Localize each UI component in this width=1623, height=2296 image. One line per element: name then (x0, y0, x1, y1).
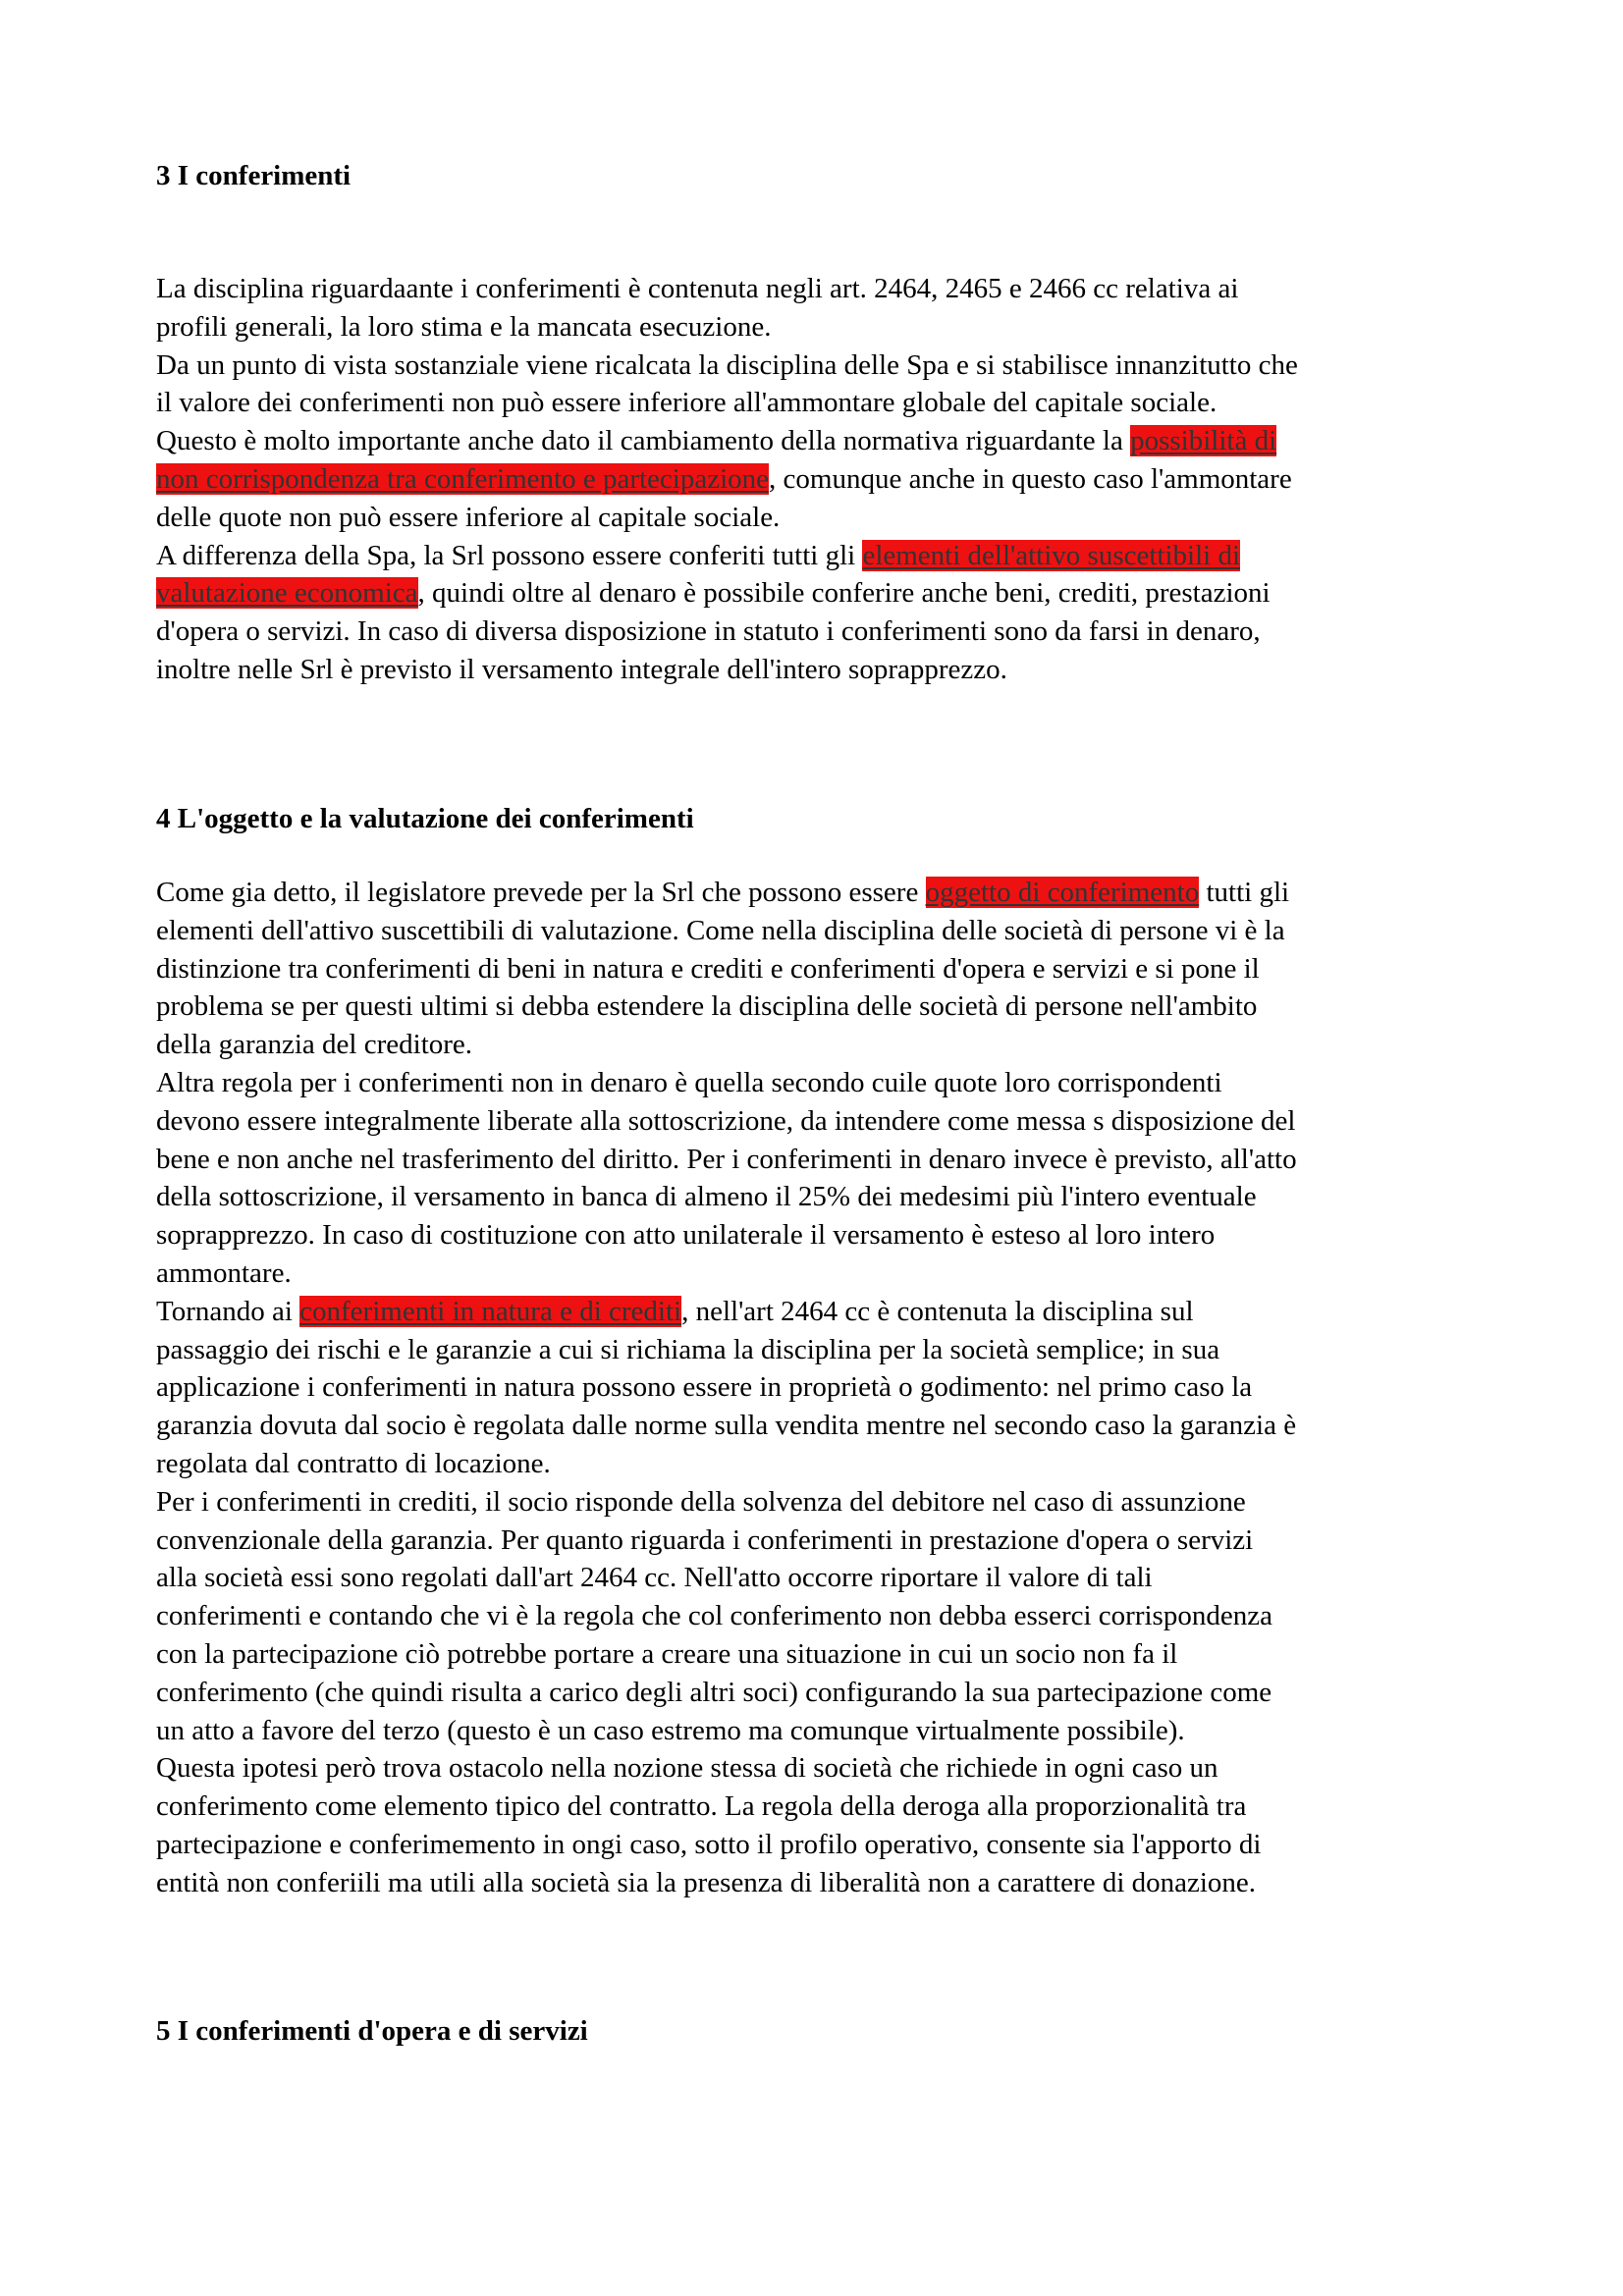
line-text: il valore dei conferimenti non può essere inferiore all'ammontare globale del capitale sociale. (156, 387, 1217, 419)
text-line (156, 613, 1491, 651)
line-text: Questo è molto importante anche dato il cambiamento della normativa riguardante la (156, 425, 1131, 457)
line-text: tutti gli (1199, 877, 1290, 908)
line-text: entità non conferiili ma utili alla società sia la presenza di liberalità non a carattere di donazione. (156, 1866, 1257, 1898)
text-line (156, 1864, 1491, 1902)
text-line (156, 1407, 1491, 1445)
text-line (156, 422, 1491, 460)
line-text: partecipazione e conferimemento in ongi caso, sotto il profilo operativo, consente sia l'apporto di (156, 1828, 1262, 1860)
line-text: conferimento come elemento tipico del contratto. La regola della deroga alla proporzionalità tra (156, 1790, 1247, 1823)
text-line (156, 1597, 1491, 1635)
text-line (156, 1216, 1491, 1255)
text-line (156, 1559, 1491, 1597)
text-line (156, 270, 1491, 308)
text-line (156, 1635, 1491, 1674)
line-text: , comunque anche in questo caso l'ammontare (769, 462, 1292, 495)
highlighted-text: possibilità di (1130, 425, 1277, 457)
text-line (156, 1368, 1491, 1407)
line-text: soprapprezzo. In caso di costituzione con atto unilaterale il versamento è esteso al loro intero (156, 1219, 1216, 1252)
text-line (156, 1674, 1491, 1712)
text-line (156, 1102, 1491, 1141)
text-line (156, 1788, 1491, 1826)
text-line (156, 651, 1491, 689)
line-text: Tornando ai (156, 1295, 300, 1327)
text-line (156, 1026, 1491, 1064)
line-text: conferimento (che quindi risulta a carico degli altri soci) configurando la sua partecipazione come (156, 1676, 1272, 1708)
text-line (156, 347, 1491, 385)
line-text: garanzia dovuta dal socio è regolata dalle norme sulla vendita mentre nel secondo caso la garanzia è (156, 1410, 1297, 1442)
line-text: conferimenti e contando che vi è la regola che col conferimento non debba esserci corrispondenza (156, 1600, 1272, 1632)
text-line (156, 384, 1491, 422)
line-text: ammontare. (156, 1256, 292, 1289)
text-line (156, 537, 1491, 575)
text-line (156, 574, 1491, 613)
highlighted-text: oggetto di conferimento (925, 877, 1200, 908)
line-text: alla società essi sono regolati dall'art 2464 cc. Nell'atto occorre riportare il valore di tali (156, 1562, 1153, 1594)
line-text: , quindi oltre al denaro è possibile conferire anche beni, crediti, prestazioni (417, 577, 1271, 610)
text-line (156, 1255, 1491, 1293)
text-line (156, 1064, 1491, 1102)
text-line (156, 308, 1491, 347)
line-text: passaggio dei rischi e le garanzie a cui si richiama la disciplina per la società semplice; in sua (156, 1333, 1220, 1365)
text-line (156, 1522, 1491, 1560)
text-line (156, 499, 1491, 537)
text-line (156, 1826, 1491, 1864)
line-text: delle quote non può essere inferiore al capitale sociale. (156, 501, 781, 533)
highlighted-text: non corrispondenza tra conferimento e partecipazione (156, 462, 770, 495)
line-text: Altra regola per i conferimenti non in denaro è quella secondo cuile quote loro corrispondenti (156, 1066, 1222, 1098)
line-text: La disciplina riguardaante i conferimenti è contenuta negli art. 2464, 2465 e 2466 cc relativa ai (156, 273, 1239, 304)
highlighted-text: elementi dell'attivo suscettibili di (862, 539, 1241, 571)
text-line (156, 1293, 1491, 1331)
line-text: Questa ipotesi però trova ostacolo nella nozione stessa di società che richiede in ogni caso un (156, 1752, 1218, 1785)
text-line (156, 950, 1491, 988)
line-text: inoltre nelle Srl è previsto il versamento integrale dell'intero soprapprezzo. (156, 653, 1007, 685)
section-4-body (156, 874, 1491, 1902)
line-text: profili generali, la loro stima e la mancata esecuzione. (156, 310, 772, 343)
line-text: della garanzia del creditore. (156, 1029, 473, 1061)
line-text: problema se per questi ultimi si debba estendere la disciplina delle società di persone nell'ambito (156, 990, 1258, 1023)
line-text: elementi dell'attivo suscettibili di valutazione. Come nella disciplina delle società di persone vi è la (156, 914, 1285, 946)
line-text: con la partecipazione ciò potrebbe portare a creare una situazione in cui un socio non fa il (156, 1637, 1178, 1670)
section-5-heading: 5 I conferimenti d'opera e di servizi (156, 2015, 588, 2047)
highlighted-text: valutazione economica (156, 577, 418, 610)
highlighted-text: conferimenti in natura e di crediti (299, 1295, 682, 1327)
text-line (156, 874, 1491, 912)
text-line (156, 988, 1491, 1026)
section-3-body (156, 270, 1491, 689)
line-text: regolata dal contratto di locazione. (156, 1447, 551, 1479)
line-text: un atto a favore del terzo (questo è un caso estremo ma comunque virtualmente possibile). (156, 1714, 1185, 1746)
text-line (156, 912, 1491, 950)
line-text: bene e non anche nel trasferimento del diritto. Per i conferimenti in denaro invece è previsto, all'atto (156, 1143, 1297, 1175)
line-text: della sottoscrizione, il versamento in banca di almeno il 25% dei medesimi più l'intero eventuale (156, 1181, 1257, 1213)
text-line (156, 1712, 1491, 1750)
text-line (156, 1331, 1491, 1369)
line-text: convenzionale della garanzia. Per quanto riguarda i conferimenti in prestazione d'opera o servizi (156, 1523, 1254, 1556)
line-text: applicazione i conferimenti in natura possono essere in proprietà o godimento: nel primo caso la (156, 1371, 1253, 1404)
section-4-heading: 4 L'oggetto e la valutazione dei conferimenti (156, 803, 694, 834)
section-3-heading: 3 I conferimenti (156, 160, 352, 191)
line-text: , nell'art 2464 cc è contenuta la disciplina sul (681, 1295, 1194, 1327)
line-text: A differenza della Spa, la Srl possono essere conferiti tutti gli (156, 539, 863, 571)
line-text: Da un punto di vista sostanziale viene ricalcata la disciplina delle Spa e si stabilisce innanzitutto che (156, 348, 1298, 381)
line-text: Per i conferimenti in crediti, il socio risponde della solvenza del debitore nel caso di assunzione (156, 1485, 1246, 1518)
line-text: devono essere integralmente liberate alla sottoscrizione, da intendere come messa s disposizione del (156, 1104, 1296, 1137)
text-line (156, 1178, 1491, 1216)
text-line (156, 460, 1491, 499)
line-text: d'opera o servizi. In caso di diversa disposizione in statuto i conferimenti sono da farsi in denaro, (156, 615, 1261, 648)
line-text: distinzione tra conferimenti di beni in natura e crediti e conferimenti d'opera e servizi e si pone il (156, 952, 1260, 985)
text-line (156, 1141, 1491, 1179)
line-text: Come gia detto, il legislatore prevede per la Srl che possono essere (156, 877, 926, 908)
text-line (156, 1483, 1491, 1522)
text-line (156, 1445, 1491, 1483)
text-line (156, 1749, 1491, 1788)
